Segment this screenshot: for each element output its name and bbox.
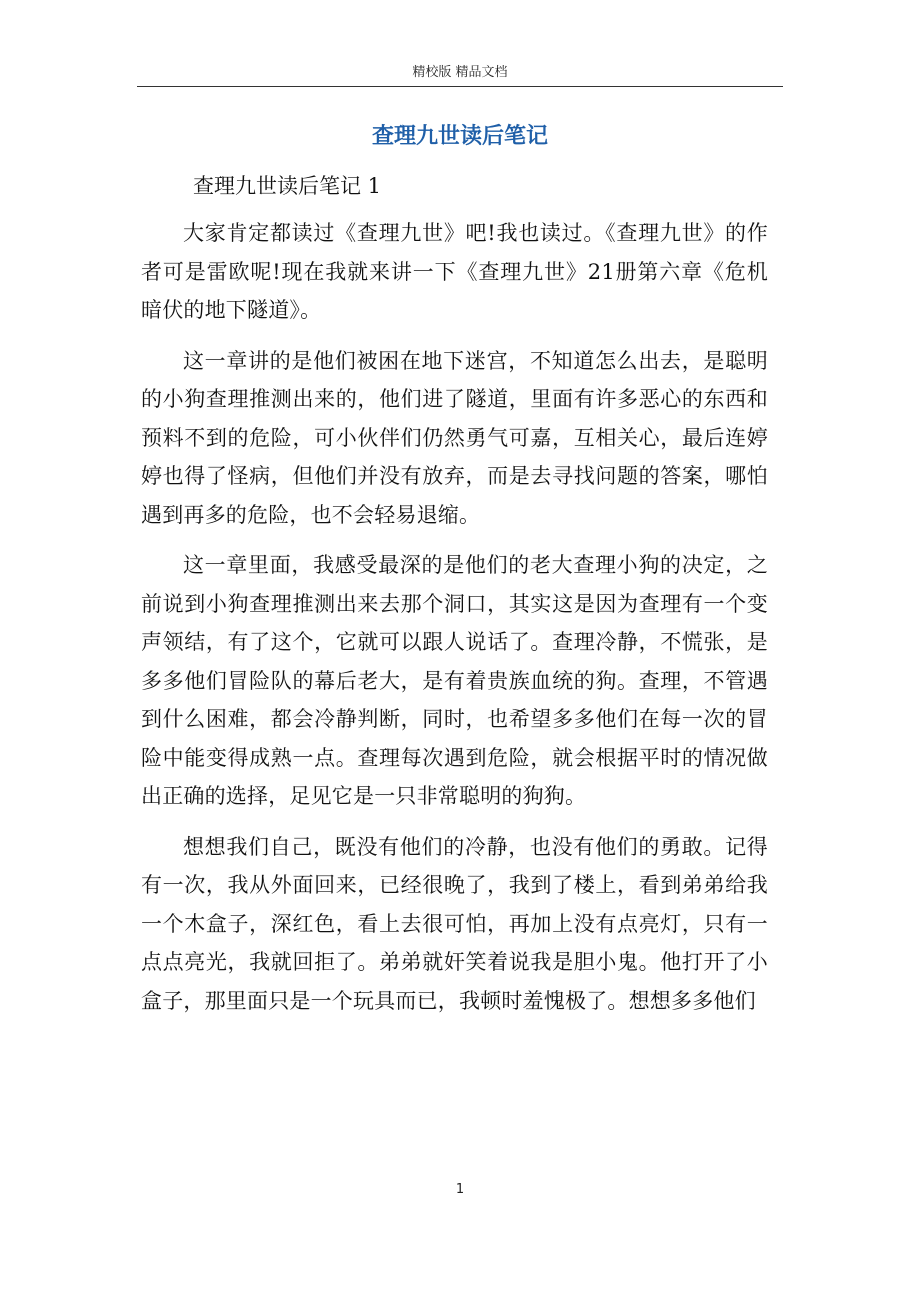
section-subtitle: 查理九世读后笔记 1 [193, 174, 382, 198]
page-number: 1 [455, 1182, 465, 1197]
paragraph: 大家肯定都读过《查理九世》吧!我也读过。《查理九世》的作者可是雷欧呢!现在我就来讲一下《查理九世》21册第六章《危机暗伏的地下隧道》。 [141, 221, 768, 322]
paragraph: 想想我们自己，既没有他们的冷静，也没有他们的勇敢。记得有一次，我从外面回来，已经很晚了，我到了楼上，看到弟弟给我一个木盒子，深红色，看上去很可怕，再加上没有点亮灯，只有一点点亮光，我就回拒了。弟弟就奸笑着说我是胆小鬼。他打开了小盒子，那里面只是一个玩具而已，我顿时羞愧极了。想想多多他们 [141, 834, 768, 1013]
document-title: 查理九世读后笔记 [371, 123, 548, 149]
document-body [141, 214, 768, 1032]
paragraph: 这一章里面，我感受最深的是他们的老大查理小狗的决定，之前说到小狗查理推测出来去那个洞口，其实这是因为查理有一个变声领结，有了这个，它就可以跟人说话了。查理冷静，不慌张，是多多他们冒险队的幕后老大，是有着贵族血统的狗。查理，不管遇到什么困难，都会冷静判断，同时，也希望多多他们在每一次的冒险中能变得成熟一点。查理每次遇到危险，就会根据平时的情况做出正确的选择，足见它是一只非常聪明的狗狗。 [141, 553, 768, 808]
page-header: 精校版 精品文档 [137, 60, 783, 87]
paragraph: 这一章讲的是他们被困在地下迷宫，不知道怎么出去，是聪明的小狗查理推测出来的，他们进了隧道，里面有许多恶心的东西和预料不到的危险，可小伙伴们仍然勇气可嘉，互相关心，最后连婷婷也得了怪病，但他们并没有放弃，而是去寻找问题的答案，哪怕遇到再多的危险，也不会轻易退缩。 [141, 348, 768, 527]
